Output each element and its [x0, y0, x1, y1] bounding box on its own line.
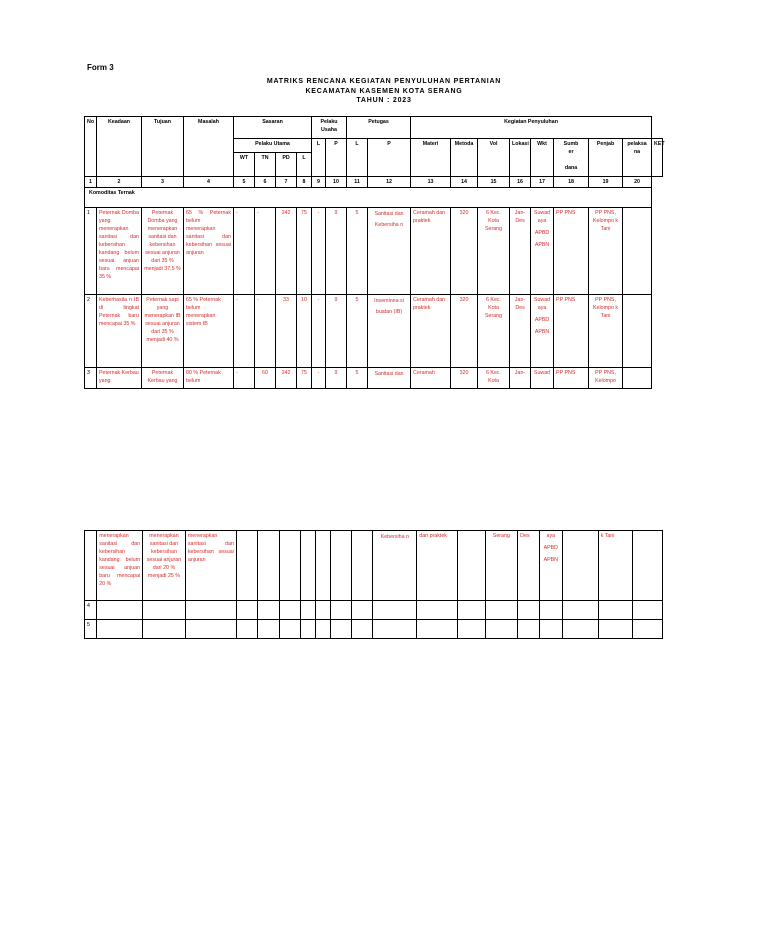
empty-cell: [458, 601, 486, 620]
row-no: 1: [85, 208, 97, 295]
column-number: 18: [554, 177, 589, 188]
header-tujuan: Tujuan: [142, 117, 184, 177]
empty-cell: [417, 620, 458, 639]
row-wkt: Des: [518, 531, 539, 601]
empty-cell: [316, 601, 330, 620]
empty-cell: [236, 601, 257, 620]
row-pd: 242: [276, 368, 297, 389]
row-wt: [236, 531, 257, 601]
empty-cell: [279, 620, 300, 639]
header-sumber-b: er: [568, 149, 574, 155]
header-ket: KET: [652, 139, 663, 177]
sumber-1: Suwad aya: [533, 297, 551, 311]
header-pelaku-usaha: Pelaku Usaha: [312, 117, 347, 139]
header-materi: Materi: [411, 139, 451, 177]
header-kegiatan: Kegiatan Penyuluhan: [411, 117, 652, 139]
row-keadaan: menerapkan sanitasi dan kebersihan kandang belum sesuai anjuan baru mencapai 20 %: [97, 531, 143, 601]
row-lokasi: Serang: [485, 531, 518, 601]
row-keadaan: Peternak Kerbau yang: [97, 368, 142, 389]
empty-cell: [258, 601, 279, 620]
empty-cell: [373, 620, 417, 639]
row-penjab: PP PNS: [554, 368, 589, 389]
row-keadaan: Peternak Domba yang menerapkan sanitasi dan kebersihan kandang belum sesuai anjuan baru mencapai 35 %: [97, 208, 142, 295]
header-no: No: [85, 117, 97, 177]
row-wkt: Jan-: [510, 368, 531, 389]
header-lokasi: Lokasi: [510, 139, 531, 177]
row-pd: [279, 531, 300, 601]
column-number: 1: [85, 177, 97, 188]
row-vol: [458, 531, 486, 601]
header-pt-p: P: [368, 139, 411, 177]
column-number: 14: [451, 177, 478, 188]
row-metoda: Ceramah: [411, 368, 451, 389]
empty-cell: [598, 620, 633, 639]
empty-cell: [373, 601, 417, 620]
header-pelaksana: [623, 139, 652, 177]
row-ket: [623, 368, 652, 389]
row-no: 2: [85, 295, 97, 368]
empty-cell: [301, 620, 316, 639]
table-row: [85, 208, 663, 295]
empty-cell: [598, 601, 633, 620]
row-tn: [258, 531, 279, 601]
row-masalah: 65 % Peternak belum menerapkan sistem IB: [184, 295, 234, 368]
row-ket: [623, 295, 652, 368]
row-l: 10: [297, 295, 312, 368]
row-pelaksana: PP PNS, Kelompo k Tani: [589, 208, 623, 295]
row-pelaksana: k Tani: [598, 531, 633, 601]
column-number: 6: [255, 177, 276, 188]
empty-cell: [518, 620, 539, 639]
row-l: [301, 531, 316, 601]
row-petugas-l: [330, 531, 351, 601]
row-lokasi: 6 Kec. Kota: [478, 368, 510, 389]
row-masalah: 80 % Peternak belum: [184, 368, 234, 389]
empty-cell: [185, 601, 236, 620]
header-wt: WT: [234, 153, 255, 177]
column-number-row: [85, 177, 663, 188]
empty-cell: [485, 601, 518, 620]
header-masalah: Masalah: [184, 117, 234, 177]
column-number: 12: [368, 177, 411, 188]
header-pelaku-utama: Pelaku Utama: [234, 139, 312, 153]
table-row: [85, 601, 663, 620]
row-metoda: dan praktek: [417, 531, 458, 601]
row-p: [316, 531, 330, 601]
row-vol: 320: [451, 208, 478, 295]
row-pd: 242: [276, 208, 297, 295]
row-no: 5: [85, 620, 97, 639]
header-pelaksana-a: pelaksa: [627, 141, 647, 147]
table-row: [85, 620, 663, 639]
row-materi: Sanitasi dan Kebersiha n: [368, 208, 411, 295]
row-petugas-p: 5: [347, 208, 368, 295]
header-vol: Vol: [478, 139, 510, 177]
header-tn: TN: [255, 153, 276, 177]
row-sumber: [531, 208, 554, 295]
sumber-2: APBD: [534, 230, 550, 236]
header-pd: PD: [276, 153, 297, 177]
sumber-2: APBD: [534, 317, 550, 323]
empty-cell: [539, 620, 562, 639]
row-petugas-l: 9: [326, 295, 347, 368]
continuation-table: [84, 530, 663, 639]
row-tujuan: menerapkan sanitasi dan kebersihan sesuai anjuran dari 20 % menjadi 25 %: [143, 531, 186, 601]
row-tn: -: [255, 208, 276, 295]
empty-cell: [352, 620, 373, 639]
column-number: 8: [297, 177, 312, 188]
row-petugas-l: 9: [326, 208, 347, 295]
row-l: 75: [297, 368, 312, 389]
sumber-3: APBN: [534, 329, 550, 335]
empty-cell: [518, 601, 539, 620]
row-tn: 60: [255, 368, 276, 389]
row-p: -: [312, 368, 326, 389]
empty-cell: [258, 620, 279, 639]
column-number: 9: [312, 177, 326, 188]
empty-cell: [352, 601, 373, 620]
sumber-2: APBD: [543, 545, 558, 551]
row-vol: 320: [451, 295, 478, 368]
row-masalah: menerapkan sanitasi dan kebersihan sesuai anjuran: [185, 531, 236, 601]
sumber-1: aya: [546, 533, 556, 539]
row-tn: -: [255, 295, 276, 368]
table-row-continued: [85, 531, 663, 601]
row-petugas-p: [352, 531, 373, 601]
empty-cell: [301, 601, 316, 620]
row-pd: 33: [276, 295, 297, 368]
header-penjab: Penjab: [589, 139, 623, 177]
row-tujuan: Peternak sapi yang menerapkan IB sesuai anjuran dari 35 % menjadi 40 %: [142, 295, 184, 368]
empty-cell: [633, 601, 663, 620]
empty-cell: [97, 620, 143, 639]
column-number: 16: [510, 177, 531, 188]
empty-cell: [279, 601, 300, 620]
sumber-3: APBN: [534, 242, 550, 248]
row-keadaan: Keberhasila n IB di tingkat Peternak baru mencapai 35 %: [97, 295, 142, 368]
empty-cell: [330, 601, 351, 620]
column-number: 11: [347, 177, 368, 188]
header-pu-p: P: [326, 139, 347, 177]
row-lokasi: 6 Kec. Kota Serang: [478, 208, 510, 295]
header-sasaran: Sasaran: [234, 117, 312, 139]
table-row: [85, 295, 663, 368]
table-row: [85, 368, 663, 389]
empty-cell: [330, 620, 351, 639]
column-number: 15: [478, 177, 510, 188]
row-ket: [623, 208, 652, 295]
row-wt: -: [234, 208, 255, 295]
row-petugas-p: 5: [347, 368, 368, 389]
row-penjab: [563, 531, 599, 601]
row-wt: -: [234, 295, 255, 368]
empty-cell: [458, 620, 486, 639]
header-pelaksana-b: na: [633, 149, 641, 155]
row-no: 3: [85, 368, 97, 389]
header-sumber-c: dana: [564, 165, 578, 171]
form-label: Form 3: [87, 63, 114, 72]
row-pelaksana: PP PNS, Kelompo: [589, 368, 623, 389]
title-line-3: TAHUN : 2023: [356, 97, 412, 104]
row-tujuan: Peternak Domba yang menerapkan sanitasi dan kebersihan sesuai anjuran dari 35 % menjadi 37,5 %: [142, 208, 184, 295]
column-number: 3: [142, 177, 184, 188]
header-pt-l: L: [347, 139, 368, 177]
header-wkt: Wkt: [531, 139, 554, 177]
empty-cell: [485, 620, 518, 639]
row-ket: [633, 531, 663, 601]
column-number: 5: [234, 177, 255, 188]
header-metoda: Metoda: [451, 139, 478, 177]
row-lokasi: 6 Kec. Kota Serang: [478, 295, 510, 368]
row-materi: Inseminna si buatan (IB): [368, 295, 411, 368]
column-number: 20: [623, 177, 652, 188]
row-penjab: PP PNS: [554, 208, 589, 295]
row-petugas-l: 9: [326, 368, 347, 389]
row-metoda: Ceramah dan praktek: [411, 208, 451, 295]
row-p: -: [312, 295, 326, 368]
row-masalah: 65 % Peternak belum menerapkan sanitasi dan kebersihan sesuai anjuran: [184, 208, 234, 295]
row-l: 75: [297, 208, 312, 295]
row-sumber: [531, 295, 554, 368]
row-metoda: Ceramah dan praktek: [411, 295, 451, 368]
empty-cell: [143, 620, 186, 639]
header-sumber-a: Sumb: [563, 141, 579, 147]
column-number: 19: [589, 177, 623, 188]
row-vol: 320: [451, 368, 478, 389]
title-line-2: KECAMATAN KASEMEN KOTA SERANG: [305, 87, 463, 95]
header-sumber-dana: [554, 139, 589, 177]
header-petugas: Petugas: [347, 117, 411, 139]
column-number: 4: [184, 177, 234, 188]
column-number: 17: [531, 177, 554, 188]
empty-cell: [316, 620, 330, 639]
header-keadaan: Keadaan: [97, 117, 142, 177]
row-wkt: Jan-Des: [510, 208, 531, 295]
empty-cell: [143, 601, 186, 620]
empty-cell: [97, 601, 143, 620]
row-no: 4: [85, 601, 97, 620]
column-number: 10: [326, 177, 347, 188]
sumber-3: APBN: [543, 557, 558, 563]
row-sumber: [539, 531, 562, 601]
row-wt: -: [234, 368, 255, 389]
row-sumber: Suwad: [531, 368, 554, 389]
empty-cell: [539, 601, 562, 620]
sumber-1: Suwad aya: [533, 210, 551, 224]
empty-cell: [236, 620, 257, 639]
row-pelaksana: PP PNS, Kelompo k Tani: [589, 295, 623, 368]
column-number: 2: [97, 177, 142, 188]
column-number: 7: [276, 177, 297, 188]
header-pu-l: L: [312, 139, 326, 177]
row-p: -: [312, 208, 326, 295]
row-materi: Sanitasi dan: [368, 368, 411, 389]
empty-cell: [633, 620, 663, 639]
row-penjab: PP PNS: [554, 295, 589, 368]
title-line-1: MATRIKS RENCANA KEGIATAN PENYULUHAN PERTANIAN: [266, 78, 502, 85]
document-title: [0, 77, 768, 106]
empty-cell: [417, 601, 458, 620]
empty-cell: [563, 620, 599, 639]
row-tujuan: Peternak Kerbau yang: [142, 368, 184, 389]
section-label: Komoditas Ternak: [85, 188, 652, 208]
empty-cell: [563, 601, 599, 620]
empty-cell: [185, 620, 236, 639]
header-pu-l2: L: [297, 153, 312, 177]
row-wkt: Jan-Des: [510, 295, 531, 368]
row-petugas-p: 5: [347, 295, 368, 368]
matrix-table: [84, 116, 663, 389]
column-number: 13: [411, 177, 451, 188]
row-no: [85, 531, 97, 601]
row-materi: Kebersiha n: [373, 531, 417, 601]
